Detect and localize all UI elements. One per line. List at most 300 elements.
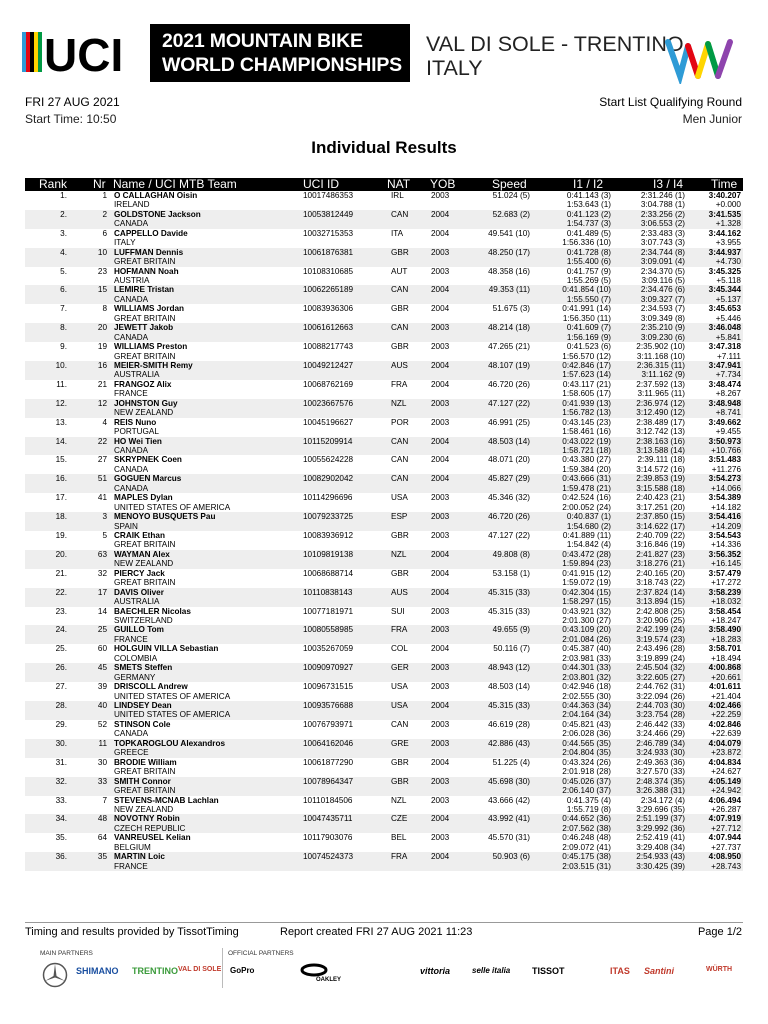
cell-i2: 1:58.461 (16) [562, 427, 611, 437]
cell-i2: 1:56.350 (11) [562, 313, 611, 323]
cell-yob: 2004 [431, 304, 450, 314]
table-row [25, 833, 743, 852]
cell-i1: 0:41.523 (6) [566, 342, 611, 352]
cell-name: NOVOTNY Robin [114, 814, 180, 824]
cell-i3: 2:35.902 (10) [636, 342, 685, 352]
val-di-sole-logo-icon [664, 32, 742, 84]
cell-i4: 3:09.327 (7) [640, 294, 685, 304]
cell-yob: 2004 [431, 814, 450, 824]
cell-speed: 51.024 (5) [492, 191, 530, 200]
cell-rank: 35. [55, 833, 67, 843]
cell-i1: 0:41.854 (10) [562, 285, 611, 295]
table-row [25, 720, 743, 739]
cell-i2: 1:56.570 (12) [562, 351, 611, 361]
cell-name: PIERCY Jack [114, 568, 165, 578]
cell-i1: 0:41.143 (3) [566, 191, 611, 200]
cell-i2: 1:56.336 (10) [562, 238, 611, 248]
cell-name: GUILLO Tom [114, 625, 164, 635]
cell-yob: 2003 [431, 512, 450, 522]
cell-speed: 45.346 (32) [488, 493, 530, 503]
cell-speed: 50.903 (6) [492, 852, 530, 862]
table-row [25, 323, 743, 342]
cell-time: 4:06.494 [708, 795, 741, 805]
cell-i3: 2:38.489 (17) [636, 417, 685, 427]
cell-yob: 2003 [431, 531, 450, 541]
cell-uciid: 10055624228 [303, 455, 354, 465]
cell-name: WAYMAN Alex [114, 549, 170, 559]
col-rank: Rank [39, 177, 68, 191]
col-i3-i4: I3 / I4 [653, 177, 684, 191]
cell-time: 4:00.868 [708, 663, 741, 673]
vittoria-logo: vittoria [420, 966, 451, 976]
cell-country: PORTUGAL [114, 427, 159, 437]
cell-yob: 2003 [431, 191, 450, 200]
cell-i3: 2:48.374 (35) [636, 776, 685, 786]
cell-i3: 2:31.246 (1) [640, 191, 685, 200]
cell-i4: 3:12.490 (12) [636, 408, 685, 418]
cell-speed: 48.358 (16) [488, 266, 530, 276]
cell-nr: 22 [97, 436, 107, 446]
cell-gap: +24.627 [711, 767, 741, 777]
table-row [25, 852, 743, 871]
cell-i1: 0:41.939 (13) [562, 398, 611, 408]
cell-nr: 6 [102, 228, 107, 238]
cell-nat: GBR [391, 757, 409, 767]
cell-time: 3:41.535 [708, 209, 741, 219]
cell-rank: 21. [55, 568, 67, 578]
cell-rank: 5. [60, 266, 67, 276]
cell-i2: 2:04.164 (34) [562, 710, 611, 720]
cell-speed: 48.943 (12) [488, 663, 530, 673]
cell-uciid: 10023667576 [303, 398, 354, 408]
table-row [25, 512, 743, 531]
cell-country: BELGIUM [114, 842, 151, 852]
cell-name: VANREUSEL Kelian [114, 833, 191, 843]
cell-gap: +17.272 [711, 578, 741, 588]
cell-i2: 2:06.140 (37) [562, 786, 611, 795]
cell-time: 3:49.662 [708, 417, 741, 427]
cell-country: GREECE [114, 748, 149, 758]
cell-i4: 3:09.230 (6) [640, 332, 685, 342]
cell-nr: 7 [102, 795, 107, 805]
cell-i2: 1:58.605 (17) [562, 389, 611, 399]
cell-i4: 3:29.408 (34) [636, 842, 685, 852]
cell-uciid: 10064162046 [303, 738, 354, 748]
cell-country: SWITZERLAND [114, 615, 173, 625]
cell-i2: 1:57.623 (14) [562, 370, 611, 380]
table-row [25, 758, 743, 777]
col-uci-id: UCI ID [303, 177, 339, 191]
cell-time: 3:44.162 [708, 228, 741, 238]
page-title: Individual Results [311, 138, 457, 157]
cell-uciid: 10108310685 [303, 266, 354, 276]
cell-rank: 20. [55, 549, 67, 559]
cell-country: UNITED STATES OF AMERICA [114, 691, 231, 701]
cell-country: NEW ZEALAND [114, 408, 174, 418]
cell-nat: GBR [391, 568, 409, 578]
table-row [25, 191, 743, 210]
cell-nat: POR [391, 417, 409, 427]
cell-uciid: 10093576688 [303, 701, 354, 711]
cell-name: HO Wei Tien [114, 436, 162, 446]
cell-gap: +22.259 [711, 710, 741, 720]
cell-nat: USA [391, 701, 408, 711]
cell-speed: 52.683 (2) [492, 209, 530, 219]
cell-nr: 8 [102, 304, 107, 314]
cell-time: 4:08.950 [708, 852, 741, 862]
cell-i3: 2:34.476 (6) [640, 285, 685, 295]
cell-nat: FRA [391, 852, 408, 862]
cell-uciid: 10032715353 [303, 228, 354, 238]
cell-speed: 47.127 (22) [488, 531, 530, 541]
cell-gap: +28.743 [711, 861, 741, 871]
table-row [25, 814, 743, 833]
cell-yob: 2004 [431, 474, 450, 484]
cell-gap: +26.287 [711, 804, 741, 814]
cell-time: 3:46.048 [708, 323, 741, 333]
cell-uciid: 10017486353 [303, 191, 354, 200]
cell-name: REIS Nuno [114, 417, 157, 427]
cell-i2: 1:58.721 (18) [562, 445, 611, 455]
cell-country: NEW ZEALAND [114, 804, 174, 814]
cell-i1: 0:44.652 (36) [562, 814, 611, 824]
cell-i3: 2:44.762 (31) [636, 682, 685, 692]
cell-country: CZECH REPUBLIC [114, 823, 186, 833]
cell-nr: 41 [97, 493, 107, 503]
cell-i2: 2:02.555 (30) [562, 691, 611, 701]
cell-yob: 2003 [431, 776, 450, 786]
cell-i2: 1:59.384 (20) [562, 464, 611, 474]
cell-i2: 2:03.801 (32) [562, 672, 611, 682]
cell-yob: 2003 [431, 738, 450, 748]
cell-i1: 0:41.123 (2) [566, 209, 611, 219]
cell-i4: 3:19.574 (23) [636, 634, 685, 644]
cell-i4: 3:14.572 (16) [636, 464, 685, 474]
cell-nr: 35 [97, 852, 107, 862]
cell-i3: 2:39.111 (18) [637, 455, 685, 465]
cell-uciid: 10061876381 [303, 247, 354, 257]
cell-gap: +27.712 [711, 823, 741, 833]
table-row [25, 285, 743, 304]
table-row [25, 531, 743, 550]
cell-time: 3:45.325 [708, 266, 741, 276]
table-row [25, 550, 743, 569]
cell-yob: 2004 [431, 436, 450, 446]
cell-rank: 34. [55, 814, 67, 824]
table-row [25, 569, 743, 588]
cell-time: 3:54.416 [708, 512, 741, 522]
cell-nr: 51 [97, 474, 107, 484]
cell-time: 3:47.941 [708, 361, 741, 371]
table-row [25, 644, 743, 663]
cell-i2: 2:03.981 (33) [562, 653, 611, 663]
cell-i1: 0:41.757 (9) [566, 266, 611, 276]
cell-nr: 12 [97, 398, 107, 408]
table-row [25, 210, 743, 229]
cell-speed: 45.698 (30) [488, 776, 530, 786]
cell-rank: 23. [55, 606, 67, 616]
oakley-ellipse-icon [300, 963, 328, 977]
cell-speed: 49.541 (10) [488, 228, 530, 238]
cell-nr: 21 [97, 379, 107, 389]
cell-i4: 3:09.116 (5) [641, 275, 685, 285]
cell-name: JOHNSTON Guy [114, 398, 178, 408]
cell-nat: NZL [391, 549, 407, 559]
cell-time: 3:48.474 [708, 379, 741, 389]
cell-nr: 64 [97, 833, 107, 843]
cell-i4: 3:16.846 (19) [636, 540, 685, 550]
cell-uciid: 10061612663 [303, 323, 354, 333]
cell-yob: 2003 [431, 719, 450, 729]
cell-name: O CALLAGHAN Oisin [114, 191, 198, 200]
cell-time: 3:58.454 [708, 606, 741, 616]
cell-rank: 22. [55, 587, 67, 597]
col-nat: NAT [387, 177, 411, 191]
cell-yob: 2004 [431, 701, 450, 711]
cell-i4: 3:09.091 (4) [640, 257, 685, 267]
cell-rank: 4. [60, 247, 67, 257]
cell-name: GOLDSTONE Jackson [114, 209, 201, 219]
cell-name: STINSON Cole [114, 719, 171, 729]
cell-speed: 45.315 (33) [488, 701, 530, 711]
cell-nat: SUI [391, 606, 405, 616]
cell-gap: +5.137 [715, 294, 741, 304]
table-row [25, 342, 743, 361]
cell-nat: GRE [391, 738, 409, 748]
cell-rank: 6. [60, 285, 67, 295]
cell-time: 3:58.239 [708, 587, 741, 597]
cell-name: BRODIE William [114, 757, 177, 767]
table-row [25, 437, 743, 456]
cell-speed: 43.666 (42) [488, 795, 530, 805]
cell-i3: 2:40.423 (21) [636, 493, 685, 503]
cell-i2: 1:58.297 (15) [562, 597, 611, 607]
cell-i1: 0:41.489 (5) [566, 228, 611, 238]
cell-i1: 0:42.846 (17) [562, 361, 611, 371]
cell-rank: 16. [55, 474, 67, 484]
cell-nat: GBR [391, 247, 409, 257]
col-time: Time [711, 177, 738, 191]
partners-divider [222, 948, 223, 988]
cell-speed: 45.570 (31) [488, 833, 530, 843]
cell-i3: 2:45.504 (32) [636, 663, 685, 673]
cell-rank: 1. [60, 191, 67, 200]
main-partners-label: MAIN PARTNERS [40, 950, 93, 957]
page-number: Page 1/2 [697, 926, 742, 938]
cell-i2: 2:01.084 (26) [562, 634, 611, 644]
cell-gap: +16.145 [711, 559, 741, 569]
table-row [25, 418, 743, 437]
cell-rank: 27. [55, 682, 67, 692]
cell-name: DAVIS Oliver [114, 587, 164, 597]
cell-i4: 3:23.754 (28) [636, 710, 685, 720]
col-name: Name / UCI MTB Team [113, 177, 237, 191]
cell-i1: 0:41.609 (7) [566, 323, 611, 333]
cell-i4: 3:18.743 (22) [636, 578, 685, 588]
cell-gap: +5.118 [716, 275, 741, 285]
cell-speed: 51.675 (3) [492, 304, 530, 314]
cell-time: 4:04.079 [708, 738, 741, 748]
cell-rank: 31. [55, 757, 67, 767]
cell-i3: 2:54.933 (43) [636, 852, 685, 862]
cell-gap: +27.737 [711, 842, 741, 852]
cell-rank: 7. [60, 304, 67, 314]
cell-i1: 0:43.022 (19) [562, 436, 611, 446]
cell-time: 3:47.318 [708, 342, 741, 352]
cell-uciid: 10090970927 [303, 663, 354, 673]
cell-i1: 0:42.304 (15) [562, 587, 611, 597]
results-table-header [25, 178, 743, 191]
cell-nat: AUS [391, 587, 408, 597]
cell-name: LEMIRE Tristan [114, 285, 175, 295]
cell-nr: 15 [97, 285, 107, 295]
cell-time: 4:04.834 [708, 757, 741, 767]
cell-country: AUSTRIA [114, 275, 150, 285]
cell-nr: 23 [97, 266, 107, 276]
cell-rank: 29. [55, 719, 67, 729]
cell-i2: 1:56.782 (13) [562, 408, 611, 418]
cell-i3: 2:40.709 (22) [636, 531, 685, 541]
cell-i3: 2:46.442 (33) [636, 719, 685, 729]
cell-uciid: 10047435711 [303, 814, 353, 824]
cell-name: MENOYO BUSQUETS Pau [114, 512, 216, 522]
cell-rank: 32. [55, 776, 67, 786]
cell-speed: 45.827 (29) [488, 474, 530, 484]
cell-time: 3:40.207 [708, 191, 741, 200]
cell-i1: 0:43.472 (28) [562, 549, 611, 559]
cell-rank: 25. [55, 644, 67, 654]
championship-line-1: 2021 MOUNTAIN BIKE [162, 30, 363, 52]
wurth-logo: WÜRTH [706, 966, 733, 973]
cell-i4: 3:13.588 (14) [636, 445, 685, 455]
cell-speed: 48.107 (19) [488, 361, 530, 371]
cell-i2: 1:53.643 (1) [566, 200, 611, 210]
cell-nr: 30 [97, 757, 107, 767]
cell-speed: 51.225 (4) [492, 757, 530, 767]
cell-i3: 2:33.256 (2) [640, 209, 685, 219]
cell-time: 4:01.611 [709, 682, 741, 692]
cell-uciid: 10109819138 [303, 549, 354, 559]
cell-yob: 2003 [431, 682, 450, 692]
cell-i4: 3:18.276 (21) [636, 559, 685, 569]
cell-i4: 3:17.251 (20) [636, 502, 685, 512]
cell-uciid: 10115209914 [303, 436, 353, 446]
cell-nat: CAN [391, 323, 409, 333]
cell-i3: 2:39.853 (19) [636, 474, 685, 484]
cell-nat: USA [391, 493, 408, 503]
table-row [25, 493, 743, 512]
cell-name: SMITH Connor [114, 776, 171, 786]
cell-gap: +4.730 [715, 257, 741, 267]
table-row [25, 229, 743, 248]
cell-i4: 3:26.388 (31) [636, 786, 685, 795]
cell-i3: 2:33.483 (3) [640, 228, 685, 238]
cell-i1: 0:41.728 (8) [566, 247, 611, 257]
cell-i2: 2:09.072 (41) [562, 842, 611, 852]
cell-i1: 0:45.175 (38) [562, 852, 611, 862]
cell-rank: 36. [55, 852, 67, 862]
cell-time: 3:44.937 [708, 247, 741, 257]
cell-i3: 2:37.850 (15) [636, 512, 685, 522]
cell-i1: 0:43.380 (27) [562, 455, 611, 465]
cell-nat: FRA [391, 625, 408, 635]
cell-i2: 1:59.894 (23) [562, 559, 611, 569]
cell-country: FRANCE [114, 861, 148, 871]
cell-speed: 49.808 (8) [492, 549, 530, 559]
table-row [25, 380, 743, 399]
cell-rank: 13. [55, 417, 67, 427]
event-date: FRI 27 AUG 2021 [25, 95, 120, 109]
cell-name: DRISCOLL Andrew [114, 682, 188, 692]
cell-i1: 0:42.524 (16) [562, 493, 611, 503]
oakley-logo: OAKLEY [316, 977, 342, 983]
cell-i3: 2:36.315 (11) [636, 361, 685, 371]
cell-uciid: 10080558985 [303, 625, 354, 635]
cell-country: GREAT BRITAIN [114, 578, 176, 588]
cell-nat: BEL [391, 833, 407, 843]
official-partners-label: OFFICIAL PARTNERS [228, 950, 294, 957]
cell-nat: CZE [391, 814, 408, 824]
cell-i3: 2:37.592 (13) [636, 379, 685, 389]
table-row [25, 739, 743, 758]
cell-uciid: 10082902042 [303, 474, 354, 484]
cell-speed: 48.503 (14) [488, 436, 530, 446]
cell-speed: 42.886 (43) [488, 738, 530, 748]
cell-yob: 2004 [431, 852, 450, 862]
cell-uciid: 10114296696 [303, 493, 353, 503]
cell-uciid: 10110838143 [303, 587, 353, 597]
cell-gap: +21.404 [711, 691, 741, 701]
cell-i2: 1:59.478 (21) [562, 483, 611, 493]
cell-i3: 2:52.419 (41) [636, 833, 685, 843]
cell-i2: 2:01.918 (28) [562, 767, 611, 777]
cell-time: 4:02.846 [708, 719, 741, 729]
cell-nr: 25 [97, 625, 107, 635]
cell-nr: 20 [97, 323, 107, 333]
cell-i2: 1:54.680 (2) [566, 521, 611, 531]
cell-name: GOGUEN Marcus [114, 474, 182, 484]
cell-uciid: 10110184506 [303, 795, 353, 805]
cell-yob: 2003 [431, 323, 450, 333]
cell-speed: 45.315 (33) [488, 587, 530, 597]
santini-logo: Santini [644, 966, 675, 976]
cell-speed: 49.655 (9) [492, 625, 530, 635]
cell-speed: 48.214 (18) [488, 323, 530, 333]
cell-country: CANADA [114, 445, 149, 455]
cell-gap: +7.111 [716, 351, 741, 361]
cell-nr: 2 [102, 209, 107, 219]
cell-i4: 3:27.570 (33) [636, 767, 685, 777]
cell-gap: +9.455 [715, 427, 741, 437]
cell-country: GREAT BRITAIN [114, 767, 176, 777]
timing-credit: Timing and results provided by TissotTiming [25, 926, 239, 938]
cell-uciid: 10083936912 [303, 531, 354, 541]
cell-gap: +7.734 [715, 370, 741, 380]
cell-name: HOFMANN Noah [114, 266, 179, 276]
cell-time: 3:45.653 [708, 304, 741, 314]
cell-i3: 2:34.370 (5) [640, 266, 685, 276]
cell-nat: IRL [391, 191, 404, 200]
cell-nat: CAN [391, 719, 409, 729]
cell-uciid: 10076793971 [303, 719, 354, 729]
cell-gap: +5.446 [715, 313, 741, 323]
cell-speed: 45.315 (33) [488, 606, 530, 616]
cell-i2: 2:01.300 (27) [562, 615, 611, 625]
cell-nr: 10 [97, 247, 107, 257]
cell-yob: 2003 [431, 342, 450, 352]
cell-i1: 0:46.248 (48) [562, 833, 611, 843]
cell-time: 3:51.483 [708, 455, 741, 465]
